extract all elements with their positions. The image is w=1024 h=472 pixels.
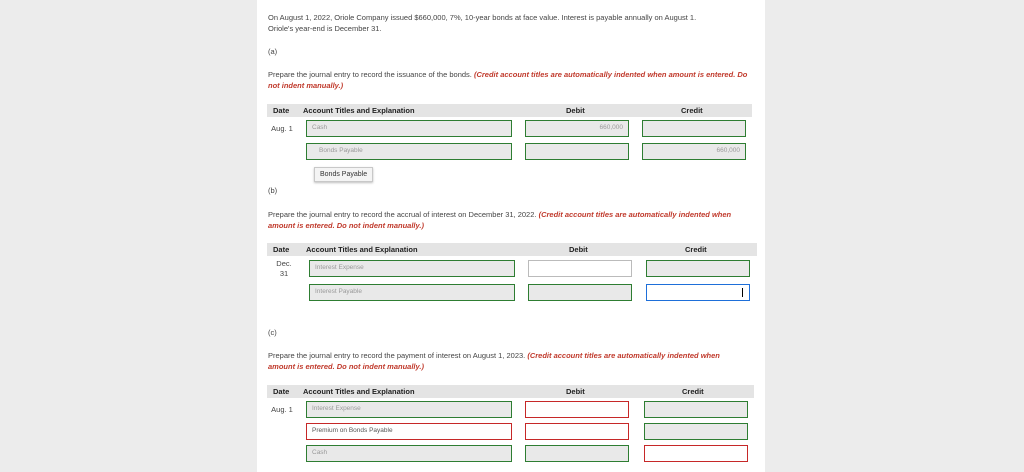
part-a-row1-debit-field[interactable]: 660,000 (525, 120, 629, 137)
part-c-instructions (268, 350, 748, 372)
part-b-indent-note: (Credit account titles are automatically indented when amount is entered. Do not indent manually.) (268, 210, 732, 230)
part-c-label: (c) (268, 328, 277, 337)
bonds-payable-tooltip: Bonds Payable (314, 167, 373, 182)
part-a-instruction-text: Prepare the journal entry to record the issuance of the bonds. (268, 70, 474, 79)
part-a-indent-note: (Credit account titles are automatically indented when amount is entered. Do not indent manually.) (268, 70, 748, 90)
part-a-date: Aug. 1 (271, 124, 293, 133)
problem-text-line2: Oriole's year-end is December 31. (268, 24, 382, 33)
part-a-row2-debit-field[interactable] (525, 143, 629, 160)
problem-text-line1: On August 1, 2022, Oriole Company issued $660,000, 7%, 10-year bonds at face value. Interest is payable annually on August 1. (268, 13, 697, 22)
part-c-header-account: Account Titles and Explanation (303, 387, 415, 396)
part-a-row1-credit-field[interactable] (642, 120, 746, 137)
part-a-header-account: Account Titles and Explanation (303, 106, 415, 115)
part-b-header-debit: Debit (569, 245, 588, 254)
part-b-row2-debit-field[interactable] (528, 284, 632, 301)
part-b-row1-credit-field[interactable] (646, 260, 750, 277)
part-c-row2-debit-field[interactable] (525, 423, 629, 440)
part-c-table-header (267, 385, 754, 398)
part-b-row2-credit-field[interactable] (646, 284, 750, 301)
part-a-header-debit: Debit (566, 106, 585, 115)
part-a-instructions (268, 69, 748, 91)
part-b-instruction-text: Prepare the journal entry to record the accrual of interest on December 31, 2022. (268, 210, 539, 219)
part-c-row3-credit-field[interactable] (644, 445, 748, 462)
part-c-row3-debit-field[interactable] (525, 445, 629, 462)
part-b-row1-account-field[interactable]: Interest Expense (309, 260, 515, 277)
part-b-header-date: Date (273, 245, 290, 254)
part-c-row1-debit-field[interactable] (525, 401, 629, 418)
part-a-row2-credit-field[interactable]: 660,000 (642, 143, 746, 160)
part-c-row2-credit-field[interactable] (644, 423, 748, 440)
part-b-instructions (268, 209, 748, 231)
part-a-table-header (267, 104, 752, 117)
part-c-date: Aug. 1 (271, 405, 293, 414)
part-a-header-date: Date (273, 106, 290, 115)
part-b-row1-debit-field[interactable] (528, 260, 632, 277)
part-a-row1-account-field[interactable]: Cash (306, 120, 512, 137)
part-c-row1-account-field[interactable]: Interest Expense (306, 401, 512, 418)
text-caret (742, 288, 743, 297)
part-a-label: (a) (268, 47, 278, 56)
part-c-instruction-text: Prepare the journal entry to record the payment of interest on August 1, 2023. (268, 351, 528, 360)
part-a-row2-account-field[interactable]: Bonds Payable (306, 143, 512, 160)
part-c-header-date: Date (273, 387, 290, 396)
part-b-date-day: 31 (279, 269, 289, 278)
part-c-row1-credit-field[interactable] (644, 401, 748, 418)
part-c-indent-note: (Credit account titles are automatically indented when amount is entered. Do not indent manually.) (268, 351, 720, 371)
part-b-row2-account-field[interactable]: Interest Payable (309, 284, 515, 301)
part-b-date-month: Dec. (276, 259, 292, 268)
part-c-row3-account-field[interactable]: Cash (306, 445, 512, 462)
part-c-row2-account-field[interactable]: Premium on Bonds Payable (306, 423, 512, 440)
part-c-header-credit: Credit (682, 387, 704, 396)
part-b-table-header (267, 243, 757, 256)
part-b-header-credit: Credit (685, 245, 707, 254)
part-b-header-account: Account Titles and Explanation (306, 245, 418, 254)
part-b-label: (b) (268, 186, 278, 195)
part-a-header-credit: Credit (681, 106, 703, 115)
part-c-header-debit: Debit (566, 387, 585, 396)
